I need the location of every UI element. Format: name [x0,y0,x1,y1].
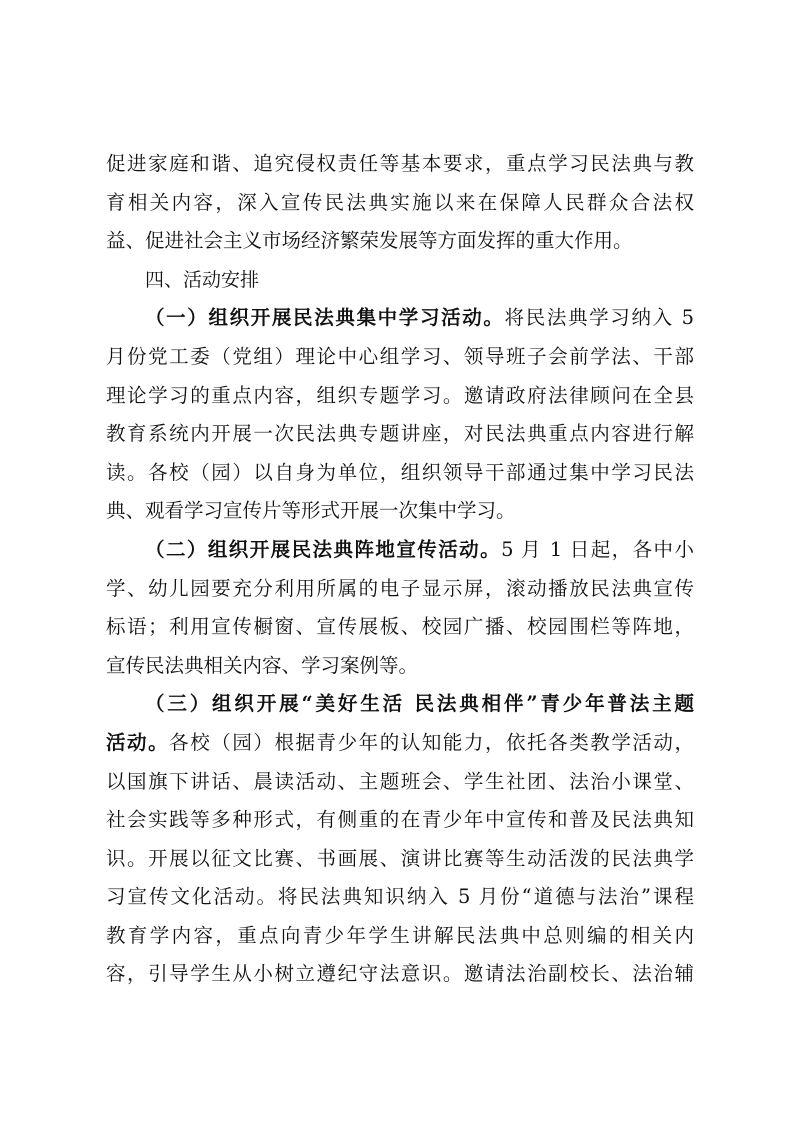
paragraph-line: 典、观看学习宣传片等形式开展一次集中学习。 [106,499,516,523]
paragraph-line: 理论学习的重点内容，组织专题学习。邀请政府法律顾问在全县 [106,383,694,407]
item-2-title: （二）组织开展民法典阵地宣传活动。 [145,537,502,561]
paragraph-line: 识。开展以征文比赛、书画展、演讲比赛等生动活泼的民法典学 [106,846,694,870]
document-body [106,145,694,994]
paragraph-line: 容，引导学生从小树立遵纪守法意识。邀请法治副校长、法治辅 [106,962,694,986]
paragraph-line: 读。各校（园）以自身为单位，组织领导干部通过集中学习民法 [106,460,694,484]
item-1-text: 将民法典学习纳入 5 [504,306,694,330]
paragraph-line: 教育系统内开展一次民法典专题讲座，对民法典重点内容进行解 [106,422,694,446]
paragraph-line: 习宣传文化活动。将民法典知识纳入 5 月份“道德与法治”课程 [106,885,694,909]
paragraph-line: 以国旗下讲话、晨读活动、主题班会、学生社团、法治小课堂、 [106,769,694,793]
paragraph-line: 促进家庭和谐、追究侵权责任等基本要求，重点学习民法典与教 [106,152,694,175]
paragraph-line: 学、幼儿园要充分利用所属的电子显示屏，滚动播放民法典宣传 [106,576,694,600]
item-3-text: 各校（园）根据青少年的认知能力，依托各类教学活动， [169,730,694,754]
paragraph-line: 教育学内容，重点向青少年学生讲解民法典中总则编的相关内 [106,923,694,947]
item-3-title-end: 活动。 [106,730,170,754]
item-3-title: （三）组织开展“美好生活 民法典相伴”青少年普法主题 [145,692,694,716]
item-1-title: （一）组织开展民法典集中学习活动。 [145,306,505,330]
paragraph-line: 标语；利用宣传橱窗、宣传展板、校园广播、校园围栏等阵地， [106,615,694,639]
paragraph-line: 月份党工委（党组）理论中心组学习、领导班子会前学法、干部 [106,344,694,368]
paragraph-line: 社会实践等多种形式，有侧重的在青少年中宣传和普及民法典知 [106,808,694,832]
item-2-first-line [106,531,694,570]
paragraph-line: 育相关内容，深入宣传民法典实施以来在保障人民群众合法权 [106,190,694,214]
paragraph-line: 宣传民法典相关内容、学习案例等。 [106,653,419,677]
paragraph-line: 益、促进社会主义市场经济繁荣发展等方面发挥的重大作用。 [106,229,633,253]
section-heading: 四、活动安排 [145,268,260,291]
item-3-second-line [106,724,694,763]
item-2-text: 5 月 1 日起，各中小 [501,537,694,561]
item-1-first-line [106,299,694,338]
